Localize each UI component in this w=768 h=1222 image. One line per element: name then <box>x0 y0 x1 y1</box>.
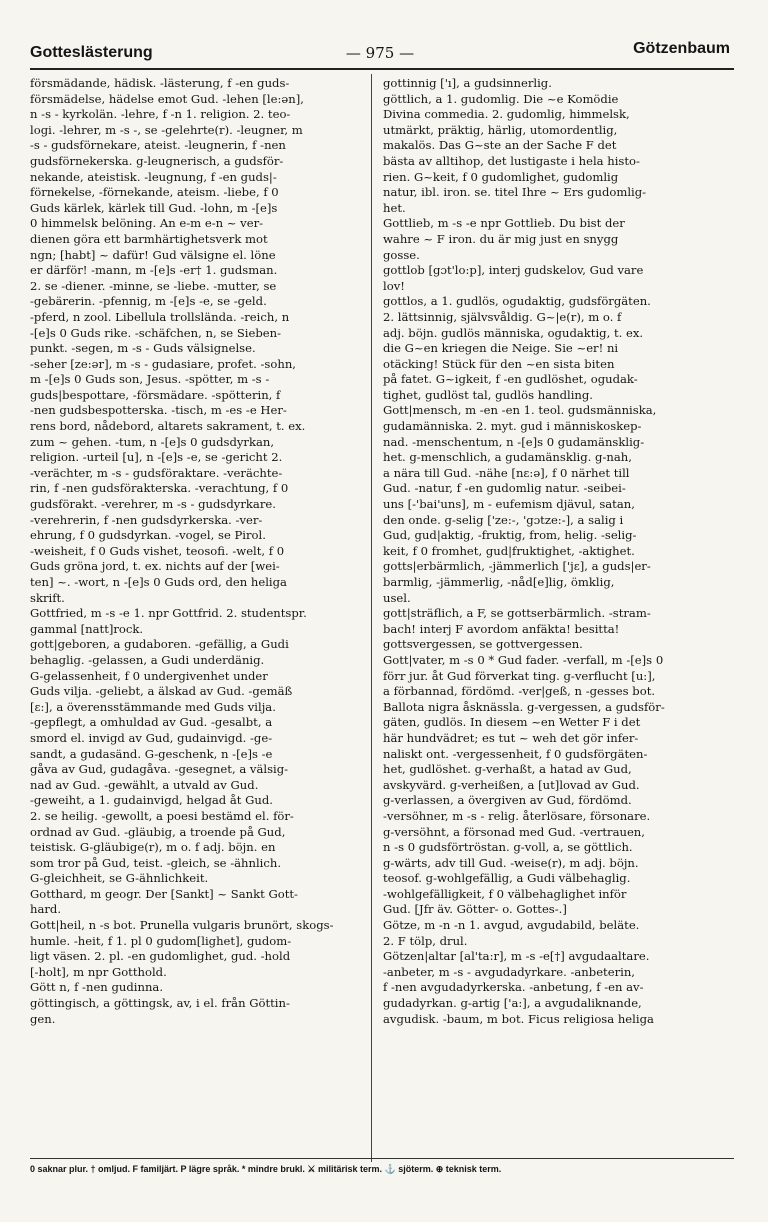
entry-line: [ɛ:], a överensstämmande med Guds vilja. <box>30 699 276 714</box>
entry-line: på fatet. G~igkeit, f -en gudlöshet, ogudak- <box>383 372 638 387</box>
entry-line: Ballota nigra åsknässla. g-vergessen, a gudsför- <box>383 699 665 714</box>
entry-line: G-gleichheit, se G-ähnlichkeit. <box>30 871 209 886</box>
entry-line: g-versöhnt, a försonad med Gud. -vertrauen, <box>383 824 645 839</box>
entry-line: die G~en kriegen die Neige. Sie ~er! ni <box>383 341 619 356</box>
entry-line: n -s - kyrkolän. -lehre, f -n 1. religion. 2. teo- <box>30 107 291 122</box>
entry-line: -pferd, n zool. Libellula trollslända. -reich, n <box>30 309 290 324</box>
footer-rule <box>30 1158 734 1159</box>
entry-line: Gott|vater, m -s 0 * Gud fader. -verfall, m -[e]s 0 <box>383 652 664 667</box>
entry-line: n -s 0 gudsförtröstan. g-voll, a, se göttlich. <box>383 840 633 855</box>
entry-line: -gepflegt, a omhuldad av Gud. -gesalbt, a <box>30 715 273 730</box>
entry-line: -s - gudsförnekare, ateist. -leugnerin, f -nen <box>30 138 286 153</box>
header-rule <box>30 68 734 70</box>
entry-line: -seher [ze:ər], m -s - gudasiare, profet. -sohn, <box>30 356 296 371</box>
entry-line: bästa av alltihop, det lustigaste i hela histo- <box>383 153 640 168</box>
entry-line: naliskt ont. -vergessenheit, f 0 gudsförgäten- <box>383 746 648 761</box>
entry-line: gott|sträflich, a F, se gottserbärmlich. -stram- <box>383 606 651 621</box>
entry-line: avgudisk. -baum, m bot. Ficus religiosa heliga <box>383 1011 654 1026</box>
entry-line: gotts|erbärmlich, -jämmerlich ['jɛ], a guds|er- <box>383 559 651 574</box>
entry-line: försmädelse, hädelse emot Gud. -lehen [le:ən], <box>30 91 304 106</box>
entry-line: G-gelassenheit, f 0 undergivenhet under <box>30 668 268 683</box>
entry-line: försmädande, hädisk. -lästerung, f -en guds- <box>30 76 290 90</box>
entry-line: Gud, gud|aktig, -fruktig, from, helig. -selig- <box>383 528 637 543</box>
entry-line: gudsförakt. -verehrer, m -s - gudsdyrkare. <box>30 497 276 512</box>
entry-line: humle. -heit, f 1. pl 0 gudom[lighet], gudom- <box>30 933 292 948</box>
entry-line: lov! <box>383 278 405 293</box>
entry-line: g-verlassen, a övergiven av Gud, fördömd. <box>383 793 632 808</box>
entry-line: -nen gudsbespotterska. -tisch, m -es -e Her- <box>30 403 287 418</box>
entry-line: otäcking! Stück für den ~en sista biten <box>383 356 615 371</box>
entry-line: sandt, a gudasänd. G-geschenk, n -[e]s -e <box>30 746 273 761</box>
entry-line: -wohlgefälligkeit, f 0 välbehaglighet inför <box>383 886 627 901</box>
entry-line: tighet, gudlöst tal, gudlös handling. <box>383 387 593 402</box>
entry-line: Gott|heil, n -s bot. Prunella vulgaris brunört, skogs- <box>30 918 334 933</box>
entry-line: nad av Gud. -gewählt, a utvald av Gud. <box>30 777 259 792</box>
legend-footer: 0 saknar plur. † omljud. F familjärt. P lägre språk. * mindre brukl. ⚔ militärisk term. ⚓ sjöterm. ⊕ teknisk term. <box>30 1164 502 1174</box>
entry-line: rin, f -nen gudsförakterska. -verachtung, f 0 <box>30 481 289 496</box>
entry-line: den onde. g-selig ['ze:-, 'gɔtze:-], a salig i <box>383 512 624 527</box>
entry-line: teistisk. G-gläubige(r), m o. f adj. böjn. en <box>30 840 276 855</box>
entry-line: Guds vilja. -geliebt, a älskad av Gud. -gemäß <box>30 684 293 699</box>
entry-line: -anbeter, m -s - avgudadyrkare. -anbeterin, <box>383 964 635 979</box>
entry-line: Divina commedia. 2. gudomlig, himmelsk, <box>383 107 630 122</box>
entry-line: gen. <box>30 1011 56 1026</box>
entry-line: gäten, gudlös. In diesem ~en Wetter F i det <box>383 715 641 730</box>
entry-line: punkt. -segen, m -s - Guds välsignelse. <box>30 341 256 356</box>
entry-line: rens bord, nådebord, altarets sakrament, t. ex. <box>30 419 306 434</box>
entry-line: ligt väsen. 2. pl. -en gudomlighet, gud. -hold <box>30 949 291 964</box>
entry-line: avskyvärd. g-verheißen, a [ut]lovad av Gud. <box>383 777 640 792</box>
entry-line: gudadyrkan. g-artig ['a:], a avgudaliknande, <box>383 996 642 1011</box>
entry-line: uns [-'bai'uns], m - eufemism djävul, satan, <box>383 497 635 512</box>
column-divider <box>371 74 372 1162</box>
entry-line: nad. -menschentum, n -[e]s 0 gudamänsklig- <box>383 434 645 449</box>
entry-line: keit, f 0 fromhet, gud|fruktighet, -aktighet. <box>383 543 635 558</box>
header-right-guideword: Götzenbaum <box>633 40 730 57</box>
entry-line: makalös. Das G~ste an der Sache F det <box>383 138 617 153</box>
entry-line: utmärkt, präktig, härlig, utomordentlig, <box>383 122 618 137</box>
entry-line: Götzen|altar [al'ta:r], m -s -e[†] avgudaaltare. <box>383 949 650 964</box>
entry-line: Gott|mensch, m -en -en 1. teol. gudsmänniska, <box>383 403 657 418</box>
entry-line: smord el. invigd av Gud, gudainvigd. -ge- <box>30 730 273 745</box>
page-header <box>30 38 730 66</box>
entry-line: gosse. <box>383 247 420 262</box>
entry-line: adj. böjn. gudlös människa, ogudaktig, t. ex. <box>383 325 644 340</box>
entry-line: bach! interj F avordom anfäkta! besitta! <box>383 621 620 636</box>
entry-line: ordnad av Gud. -gläubig, a troende på Gud, <box>30 824 286 839</box>
entry-line: m -[e]s 0 Guds son, Jesus. -spötter, m -s - <box>30 372 270 387</box>
entry-line: gottlob [gɔt'lo:p], interj gudskelov, Gud vare <box>383 263 644 278</box>
entry-line: ten] ~. -wort, n -[e]s 0 Guds ord, den heliga <box>30 575 287 589</box>
entry-line: behaglig. -gelassen, a Gudi underdänig. <box>30 652 265 667</box>
entry-line: -verehrerin, f -nen gudsdyrkerska. -ver- <box>30 512 263 527</box>
entry-line: 2. F tölp, drul. <box>383 933 468 948</box>
entry-line: hard. <box>30 902 62 917</box>
entry-line: -[e]s 0 Guds rike. -schäfchen, n, se Sieben- <box>30 325 282 340</box>
entry-line: 2. lättsinnig, självsvåldig. G~|e(r), m o. f <box>383 309 622 324</box>
left-column <box>30 76 370 1156</box>
entry-line: 2. se -diener. -minne, se -liebe. -mutter, se <box>30 278 277 293</box>
entry-line: göttlich, a 1. gudomlig. Die ~e Komödie <box>383 91 619 106</box>
entry-line: -verächter, m -s - gudsföraktare. -verächte- <box>30 465 283 480</box>
entry-line: a nära till Gud. -nähe [nɛ:ə], f 0 närhet till <box>383 465 630 480</box>
entry-line: a förbannad, fördömd. -ver|geß, n -gesses bot. <box>383 684 656 699</box>
entry-line: göttingisch, a göttingsk, av, i el. från Göttin- <box>30 996 290 1011</box>
entry-line: het, gudlöshet. g-verhaßt, a hatad av Gud, <box>383 762 632 777</box>
entry-line: rien. G~keit, f 0 gudomlighet, gudomlig <box>383 169 619 184</box>
entry-line: som tror på Gud, teist. -gleich, se -ähnlich. <box>30 855 282 870</box>
entry-line: het. <box>383 200 406 215</box>
entry-line: gottinnig ['ı], a gudsinnerlig. <box>383 76 552 90</box>
entry-line: Gött n, f -nen gudinna. <box>30 980 164 995</box>
entry-line: gudsförnekerska. g-leugnerisch, a gudsför- <box>30 153 284 168</box>
entry-line: här hundvädret; es tut ~ weh det gör infer- <box>383 730 639 745</box>
entry-line: Gud. [Jfr äv. Götter- o. Gottes-.] <box>383 902 567 917</box>
entry-line: Gottlieb, m -s -e npr Gottlieb. Du bist der <box>383 216 625 231</box>
entry-line: gottsvergessen, se gottvergessen. <box>383 637 583 652</box>
entry-line: Götze, m -n -n 1. avgud, avgudabild, beläte. <box>383 918 640 933</box>
entry-line: logi. -lehrer, m -s -, se -gelehrte(r). -leugner, m <box>30 122 303 137</box>
entry-line: gåva av Gud, gudagåva. -gesegnet, a välsig- <box>30 762 289 777</box>
entry-line: -geweiht, a 1. gudainvigd, helgad åt Gud. <box>30 793 273 808</box>
entry-line: natur, ibl. iron. se. titel Ihre ~ Ers gudomlig- <box>383 185 647 200</box>
entry-line: -gebärerin. -pfennig, m -[e]s -e, se -geld. <box>30 294 267 309</box>
entry-line: teosof. g-wohlgefällig, a Gudi välbehaglig. <box>383 871 631 886</box>
entry-line: het. g-menschlich, a gudamänsklig. g-nah, <box>383 450 632 465</box>
entry-line: Guds kärlek, kärlek till Gud. -lohn, m -[e]s <box>30 200 278 215</box>
page-number: — 975 — <box>345 44 415 62</box>
entry-line: religion. -urteil [u], n -[e]s -e, se -gericht 2. <box>30 450 283 465</box>
entry-line: Gud. -natur, f -en gudomlig natur. -seibei- <box>383 481 626 496</box>
entry-line: gottlos, a 1. gudlös, ogudaktig, gudsförgäten. <box>383 294 651 309</box>
entry-line: förr jur. åt Gud förverkat ting. g-verflucht [u:], <box>383 668 656 683</box>
entry-line: gammal [natt]rock. <box>30 621 144 636</box>
entry-line: barmlig, -jämmerlig, -nåd[e]lig, ömklig, <box>383 575 615 589</box>
entry-line: -weisheit, f 0 Guds vishet, teosofi. -welt, f 0 <box>30 543 285 558</box>
header-left-guideword: Gotteslästerung <box>30 44 153 61</box>
entry-line: guds|bespottare, -försmädare. -spötterin, f <box>30 387 281 402</box>
entry-line: Gottfried, m -s -e 1. npr Gottfrid. 2. studentspr. <box>30 606 307 621</box>
entry-line: Guds gröna jord, t. ex. nichts auf der [wei- <box>30 559 280 574</box>
entry-line: ehrung, f 0 gudsdyrkan. -vogel, se Pirol. <box>30 528 266 543</box>
entry-line: gott|geboren, a gudaboren. -gefällig, a Gudi <box>30 637 289 652</box>
entry-line: ngn; [habt] ~ dafür! Gud välsigne el. löne <box>30 247 276 262</box>
right-column <box>383 76 730 1156</box>
entry-line: 2. se heilig. -gewollt, a poesi bestämd el. för- <box>30 808 294 823</box>
entry-line: nekande, ateistisk. -leugnung, f -en guds|- <box>30 169 277 184</box>
entry-line: f -nen avgudadyrkerska. -anbetung, f -en av- <box>383 980 644 995</box>
entry-line: -versöhner, m -s - relig. återlösare, försonare. <box>383 808 651 823</box>
entry-line: förnekelse, -förnekande, ateism. -liebe, f 0 <box>30 185 279 200</box>
entry-line: gudamänniska. 2. myt. gud i människoskep- <box>383 419 642 434</box>
entry-line: g-wärts, adv till Gud. -weise(r), m adj. böjn. <box>383 855 639 870</box>
entry-line: Gotthard, m geogr. Der [Sankt] ~ Sankt Gott- <box>30 886 298 901</box>
entry-line: 0 himmelsk belöning. An e-m e-n ~ ver- <box>30 216 264 231</box>
entry-line: dienen göra ett barmhärtighetsverk mot <box>30 231 268 246</box>
entry-line: skrift. <box>30 590 65 605</box>
entry-line: wahre ~ F iron. du är mig just en snygg <box>383 231 619 246</box>
entry-line: er därför! -mann, m -[e]s -er† 1. gudsman. <box>30 263 278 278</box>
entry-line: [-holt], m npr Gotthold. <box>30 964 167 979</box>
entry-line: zum ~ gehen. -tum, n -[e]s 0 gudsdyrkan, <box>30 434 275 449</box>
entry-line: usel. <box>383 590 411 605</box>
